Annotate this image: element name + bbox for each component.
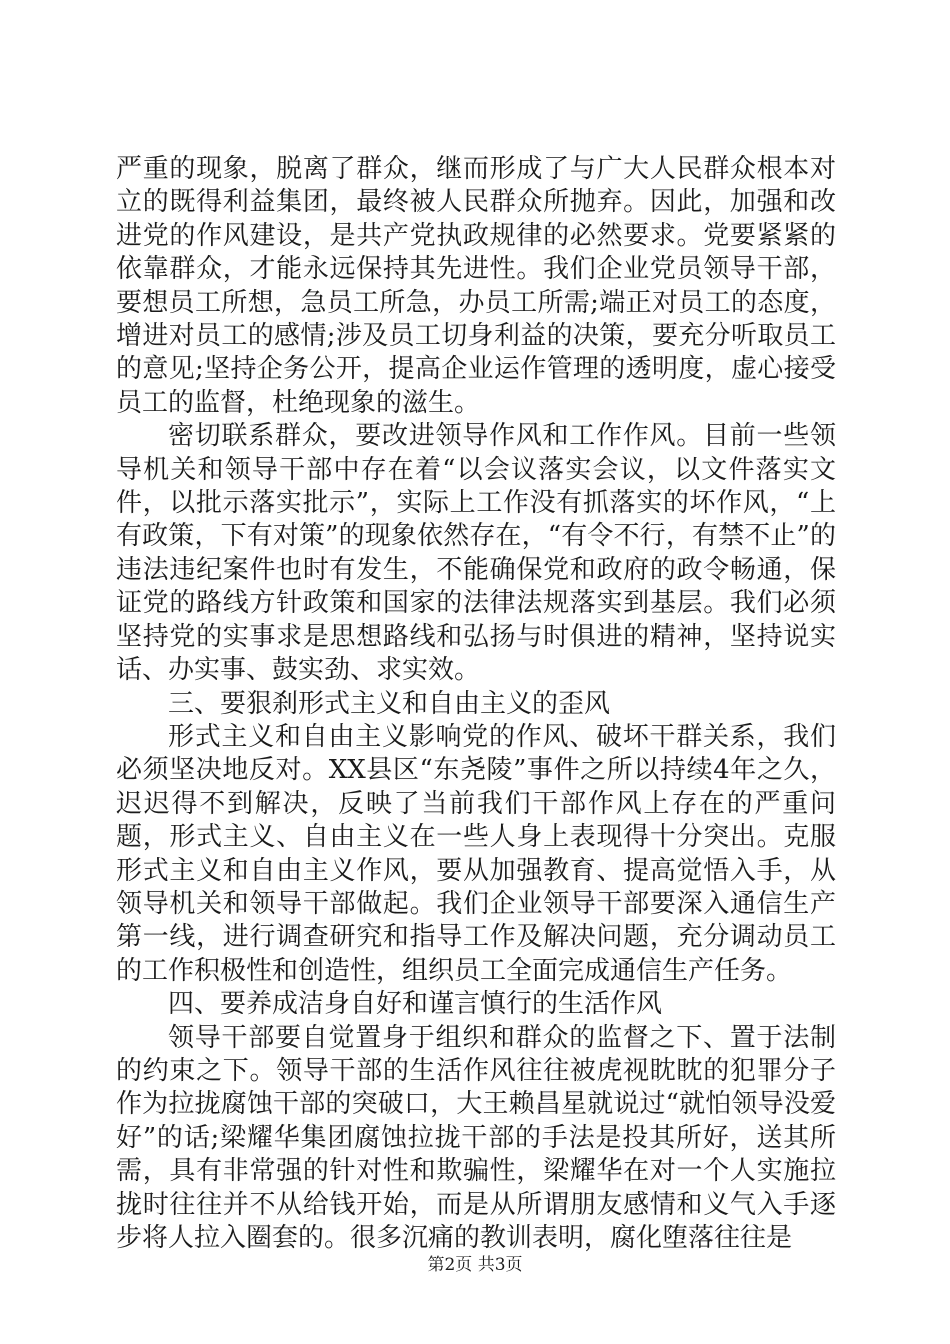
paragraph-continuation: 严重的现象，脱离了群众，继而形成了与广大人民群众根本对立的既得利益集团，最终被人民群众所抛弃。因此，加强和改进党的作风建设，是共产党执政规律的必然要求。党要紧紧的依靠群众，才能永远保持其先进性。我们企业党员领导干部，要想员工所想，急员工所急，办员工所需;端正对员工的态度，增进对员工的感情;涉及员工切身利益的决策，要充分听取员工的意见;坚持企务公开，提高企业运作管理的透明度，虚心接受员工的监督，杜绝现象的滋生。 — [116, 154, 836, 418]
paragraph-formalism: 形式主义和自由主义影响党的作风、破坏干群关系，我们必须坚决地反对。XX县区“东尧陵”事件之所以持续4年之久，迟迟得不到解决，反映了当前我们干部作风上存在的严重问题，形式主义、自由主义在一些人身上表现得十分突出。克服形式主义和自由主义作风，要从加强教育、提高觉悟入手，从领导机关和领导干部做起。我们企业领导干部要深入通信生产第一线，进行调查研究和指导工作及解决问题，充分调动员工的工作积极性和创造性，组织员工全面完成通信生产任务。 — [116, 721, 836, 986]
document-body — [116, 153, 836, 1255]
paragraph-lifestyle: 领导干部要自觉置身于组织和群众的监督之下、置于法制的约束之下。领导干部的生活作风往往被虎视眈眈的犯罪分子作为拉拢腐蚀干部的突破口，大王赖昌星就说过“就怕领导没爱好”的话;梁耀华集团腐蚀拉拢干部的手法是投其所好，送其所需，具有非常强的针对性和欺骗性，梁耀华在对一个人实施拉拢时往往并不从给钱开始，而是从所谓朋友感情和义气入手逐步将人拉入圈套的。很多沉痛的教训表明，腐化堕落往往是 — [116, 1022, 836, 1253]
page-footer: 第2页 共3页 — [427, 1255, 523, 1275]
section-heading-4: 四、要养成洁身自好和谨言慎行的生活作风 — [168, 989, 663, 1020]
paragraph-mass-line: 密切联系群众，要改进领导作风和工作作风。目前一些领导机关和领导干部中存在着“以会议落实会议，以文件落实文件，以批示落实批示”，实际上工作没有抓落实的坏作风，“上有政策，下有对策”的现象依然存在，“有令不行，有禁不止”的违法违纪案件也时有发生，不能确保党和政府的政令畅通，保证党的路线方针政策和国家的法律法规落实到基层。我们必须坚持党的实事求是思想路线和弘扬与时俱进的精神，坚持说实话、办实事、鼓实劲、求实效。 — [116, 421, 836, 686]
section-heading-3: 三、要狠刹形式主义和自由主义的歪风 — [168, 688, 611, 719]
